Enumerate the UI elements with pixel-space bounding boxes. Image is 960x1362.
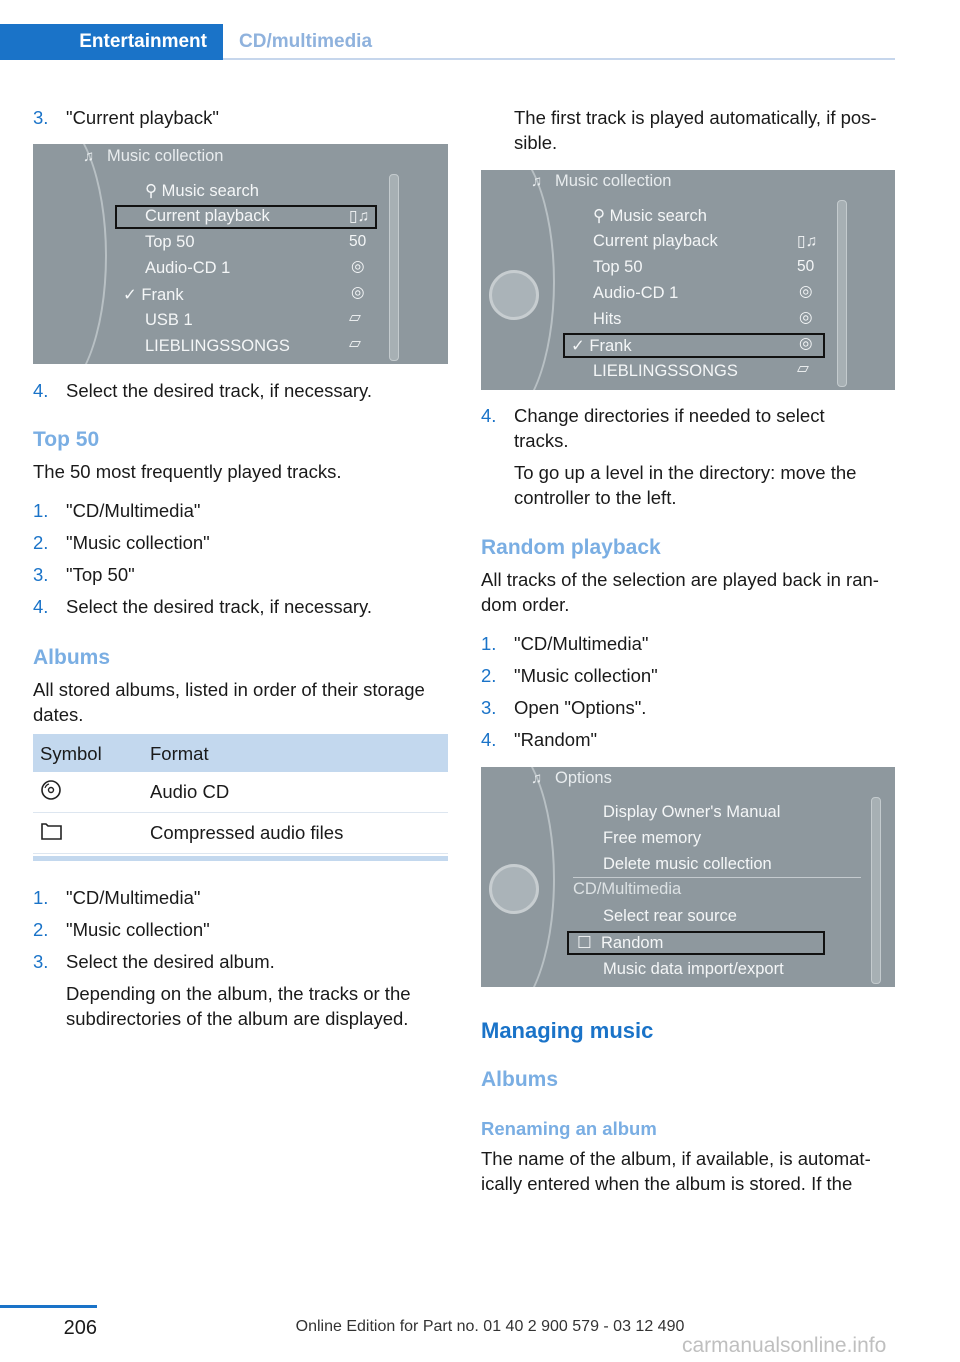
menu-item-frank[interactable]: ✓ Frank [571,337,632,355]
tab-entertainment[interactable]: Entertainment [0,24,223,60]
list-item: 1. "CD/Multimedia" [33,887,201,908]
heading-renaming-album: Renaming an album [481,1118,657,1139]
menu-item-audio-cd[interactable]: Audio-CD 1 [145,259,231,277]
menu-item-random[interactable]: ☐ Random [577,934,664,952]
cd-icon: ◎ [799,283,813,300]
checkmark-icon: ✓ [123,286,142,304]
folder-icon [40,822,64,847]
menu-item-current-playback[interactable]: Current playback [145,207,270,225]
column-format: Format [150,743,209,764]
list-item: 4. "Random" [481,729,598,750]
list-item: 2. "Music collection" [481,665,658,686]
symbol-table [33,734,448,861]
list-item: 2. "Music collection" [33,919,210,940]
menu-item-music-import[interactable]: Music data import/export [603,960,784,978]
menu-item-top-50[interactable]: Top 50 [145,233,195,251]
menu-item-free-memory[interactable]: Free memory [603,829,702,847]
top50-count: 50 [349,233,367,250]
page-number: 206 [63,1317,97,1339]
watermark: carmanualsonline.info [682,1334,887,1357]
options-screenshot [481,767,895,987]
footer-rule [0,1305,97,1308]
step-number: 3. [33,107,49,128]
table-row [33,772,448,813]
cd-icon: ◎ [351,258,365,275]
menu-item-usb[interactable]: USB 1 [145,311,193,329]
table-row [33,813,448,854]
header-tabs [0,24,895,60]
list-item: 4. Select the desired track, if necessary. [33,596,373,617]
magnifier-icon: ⚲ [593,207,610,225]
options-icon: ♫ [531,770,543,787]
menu-item-rear-source[interactable]: Select rear source [603,907,737,925]
list-item: 3. Select the desired album. [33,951,275,972]
menu-item-lieblingssongs[interactable]: LIEBLINGSSONGS [593,362,738,380]
albums-intro-2: dates. [33,704,84,725]
random-intro: dom order. [481,594,570,615]
music-note-icon: ♫ [531,173,543,190]
menu-item-music-search[interactable]: ⚲ Music search [145,182,259,200]
albums-steps [33,885,448,1031]
paragraph-line: The name of the album, if available, is automat- [481,1148,871,1169]
menu-item-owners-manual[interactable]: Display Owner's Manual [603,803,781,821]
playback-icon: ▯♫ [349,208,370,225]
screen-title: ♫ Music collection [531,172,672,190]
menu-item-current-playback[interactable]: Current playback [593,232,718,250]
controller-knob [489,270,539,320]
list-item: 3. "Top 50" [33,564,135,585]
header-rule [223,58,895,60]
top50-intro: The 50 most frequently played tracks. [33,461,342,482]
scrollbar[interactable] [871,797,881,984]
cd-icon: ◎ [799,335,813,352]
note-line: subdirectories of the album are displayed. [66,1008,409,1029]
controller-knob [489,864,539,914]
section-divider [573,877,861,878]
step-text: "Current playback" [66,107,219,128]
step-text: Select the desired track, if necessary. [66,380,373,401]
format-compressed: Compressed audio files [150,822,344,843]
scrollbar[interactable] [837,200,847,387]
column-symbol: Symbol [40,743,102,764]
step-current-playback [33,105,448,130]
step-change-directories [481,403,896,510]
tab-cd-multimedia[interactable]: CD/multimedia [239,31,373,52]
managing-section [481,1016,896,1196]
magnifier-icon: ⚲ [145,182,162,200]
section-label: CD/Multimedia [573,880,682,898]
folder-icon: ▱ [349,309,361,326]
top50-section [33,426,448,619]
random-intro: All tracks of the selection are played back in ran- [481,569,879,590]
list-item: 2. "Music collection" [33,532,210,553]
menu-item-top-50[interactable]: Top 50 [593,258,643,276]
folder-icon: ▱ [349,335,361,352]
albums-note [33,981,448,1031]
random-section [481,534,896,752]
heading-top50: Top 50 [33,428,100,451]
menu-item-audio-cd[interactable]: Audio-CD 1 [593,284,679,302]
menu-item-hits[interactable]: Hits [593,310,622,328]
note-line: The first track is played automatically, if pos- [514,107,877,128]
step-number: 4. [33,380,49,401]
heading-albums: Albums [33,646,111,669]
menu-item-music-search[interactable]: ⚲ Music search [593,207,707,225]
step-number: 4. [481,405,497,426]
note-line: Depending on the album, the tracks or the [66,983,411,1004]
music-collection-screenshot [33,144,448,364]
step-text: To go up a level in the directory: move the [514,462,857,483]
cd-icon [40,779,62,806]
step-text: controller to the left. [514,487,677,508]
cd-icon: ◎ [799,309,813,326]
playback-icon: ▯♫ [797,233,818,250]
heading-albums: Albums [481,1068,559,1091]
menu-item-delete-collection[interactable]: Delete music collection [603,855,772,873]
checkmark-icon: ✓ [571,337,590,355]
music-note-icon: ♫ [83,148,95,165]
heading-managing-music: Managing music [481,1018,654,1043]
first-track-note [481,105,896,155]
screen-title: ♫ Music collection [83,147,224,165]
format-audio-cd: Audio CD [150,781,230,802]
music-collection-screenshot [481,170,895,390]
step-select-track [33,378,448,403]
table-footer-rule [33,856,448,861]
step-text: tracks. [514,430,569,451]
menu-item-lieblingssongs[interactable]: LIEBLINGSSONGS [145,337,290,355]
paragraph-line: ically entered when the album is stored. If the [481,1173,853,1194]
menu-item-frank[interactable]: ✓ Frank [123,286,184,304]
top50-count: 50 [797,258,815,275]
albums-intro-1: All stored albums, listed in order of their storage [33,679,425,700]
screen-arc [33,144,107,364]
step-text: Change directories if needed to select [514,405,825,426]
checkbox-icon[interactable]: ☐ [577,934,601,952]
list-item: 1. "CD/Multimedia" [481,633,649,654]
table-header [33,734,448,772]
scrollbar[interactable] [389,174,399,361]
folder-icon: ▱ [797,360,809,377]
heading-random: Random playback [481,536,661,559]
edition-text: Online Edition for Part no. 01 40 2 900 579 - 03 12 490 [295,1318,685,1335]
list-item: 3. Open "Options". [481,697,647,718]
cd-icon: ◎ [351,284,365,301]
albums-section [33,644,448,727]
list-item: 1. "CD/Multimedia" [33,500,201,521]
screen-title: ♫ Options [531,769,612,787]
note-line: sible. [514,132,558,153]
